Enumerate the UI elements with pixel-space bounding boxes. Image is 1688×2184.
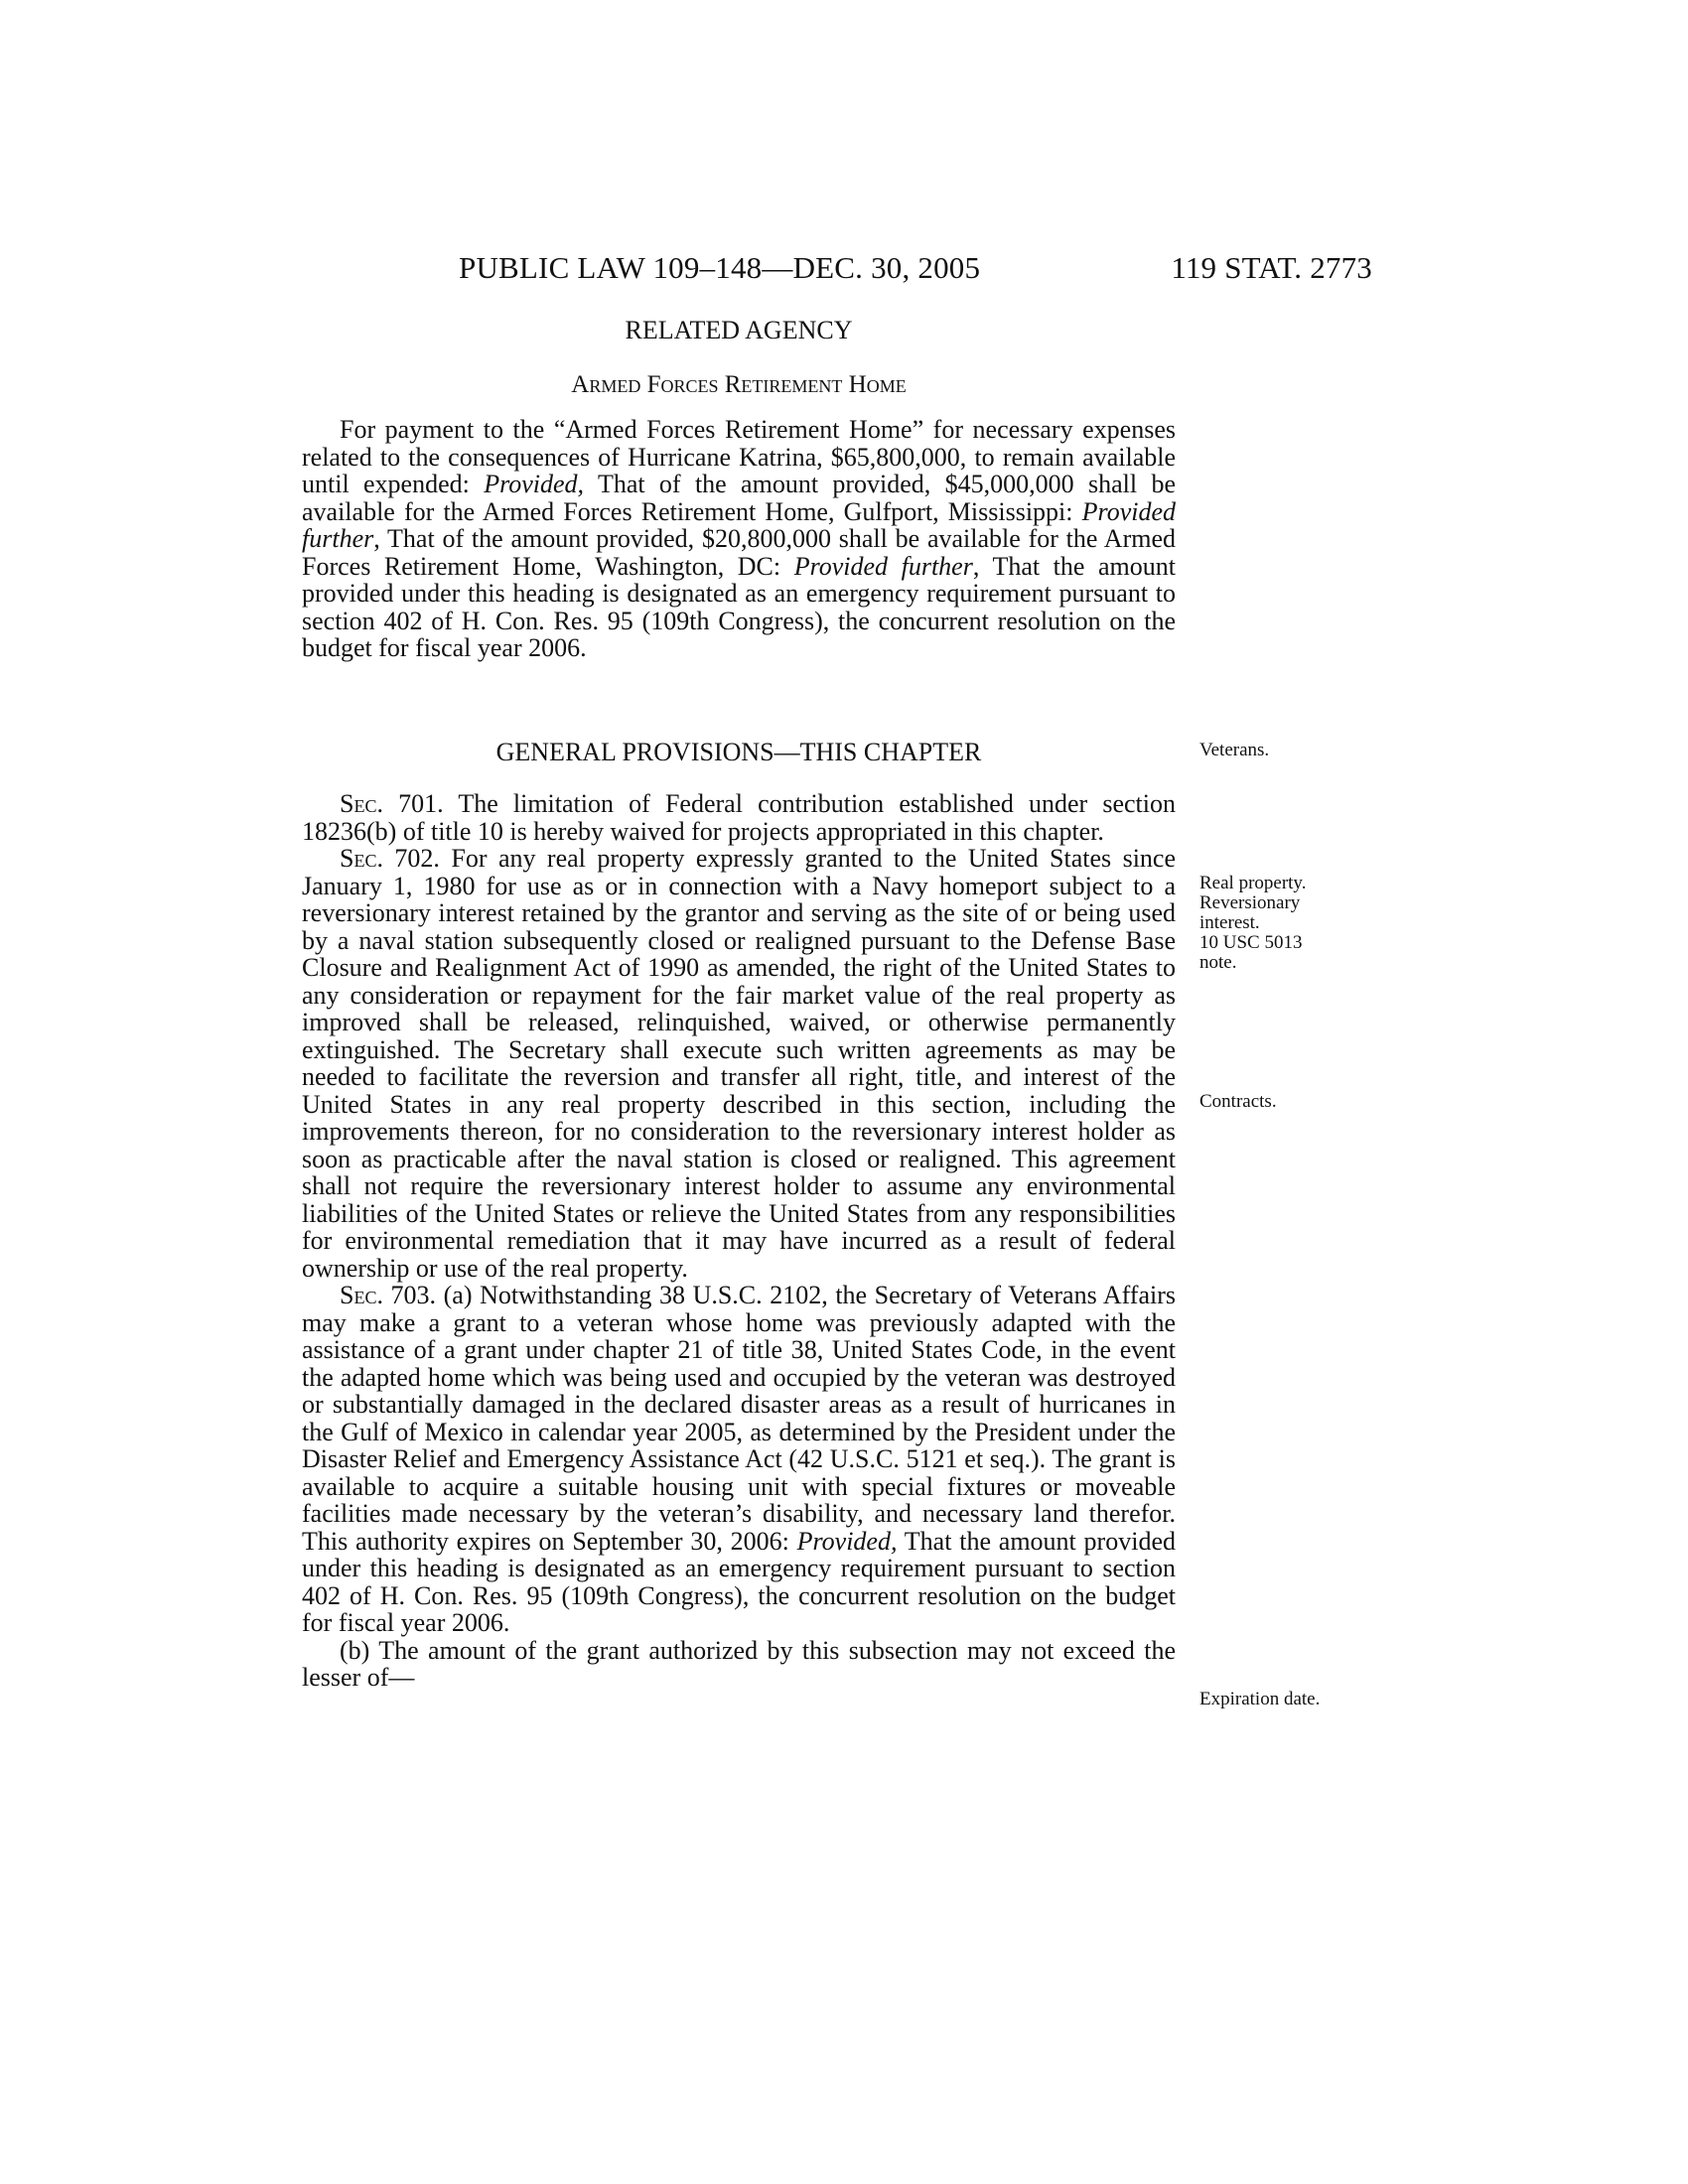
section-number: . 701. <box>376 789 459 818</box>
provided-further-proviso: Provided further <box>793 551 973 581</box>
statute-page-number: 119 STAT. 2773 <box>1171 250 1372 285</box>
provided-proviso: Provided, <box>796 1526 898 1556</box>
margin-note-expiration-date: Expiration date. <box>1199 1689 1321 1709</box>
appropriation-paragraph <box>302 416 1176 662</box>
public-law-citation: PUBLIC LAW 109–148—DEC. 30, 2005 <box>459 250 981 285</box>
margin-note-real-property: Real property. <box>1199 873 1307 893</box>
provided-further-proviso: Provided further <box>302 496 1176 553</box>
section-text: (b) The amount of the grant authorized by this subsection may not exceed the lesser of— <box>302 1635 1176 1692</box>
running-head <box>459 250 1372 290</box>
section-text: That the amount provided under this heading is designated as an emergency requirement pursuant to section 402 of H. Con. Res. 95 (109th Congress), the concurrent resolution on the budget for fiscal year 2006. <box>302 1526 1176 1637</box>
section-text: The limitation of Federal contribution established under section 18236(b) of title 10 is hereby waived for projects appropriated in this chapter. <box>302 789 1176 846</box>
section-number: . 703. <box>376 1281 444 1309</box>
section-703-b <box>302 1637 1176 1692</box>
section-number: . 702. <box>376 844 452 873</box>
section-label: Sec <box>340 844 377 873</box>
related-agency-body <box>302 416 1176 662</box>
general-provisions-heading: GENERAL PROVISIONS—THIS CHAPTER <box>495 738 982 766</box>
text-run: , That the amount provided under this heading is designated as an emergency requirement pursuant to section 402 of H. Con. Res. 95 (109th Congress), the concurrent resolution on the budget for fiscal year 2006. <box>302 551 1176 662</box>
text-run: That of the amount provided, $45,000,000 shall be available for the Armed Forces Retirement Home, Gulfport, Mississippi: <box>302 470 1177 526</box>
related-agency-heading: RELATED AGENCY <box>625 316 853 344</box>
armed-forces-retirement-home-heading: Armed Forces Retirement Home <box>571 371 907 398</box>
margin-note-usc-citation: 10 USC 5013 note. <box>1199 932 1303 973</box>
text-run: , That of the amount provided, $20,800,000 shall be available for the Armed Forces Retirement Home, Washington, DC: <box>302 524 1176 581</box>
margin-note-veterans: Veterans. <box>1199 740 1270 760</box>
margin-note-reversionary-interest: Reversionary interest. <box>1199 892 1301 933</box>
section-703-a <box>302 1282 1176 1637</box>
section-label: Sec <box>340 1281 377 1309</box>
section-text: For any real property expressly granted to the United States since January 1, 1980 for use as or in connection with a Navy homeport subject to a reversionary interest retained by the grantor and serving as the site of or being used by a naval station subsequently closed or realigned pursuant to the Defense Base Closure and Realignment Act of 1990 as amended, the right of the United States to any consideration or repayment for the fair market value of the real property as improved shall be released, relinquished, waived, or otherwise permanently extinguished. The Secretary shall execute such written agreements as may be needed to facilitate the reversion and transfer all right, title, and interest of the United States in any real property described in this section, including the improvements thereon, for no consideration to the reversionary interest holder as soon as practicable after the naval station is closed or realigned. This agreement shall not require the reversionary interest holder to assume any environmental liabilities of the United States or relieve the United States from any responsibilities for environmental remediation that it may have incurred as a result of federal ownership or use of the real property. <box>302 844 1177 1283</box>
margin-note-contracts: Contracts. <box>1199 1091 1277 1112</box>
section-702 <box>302 845 1176 1282</box>
section-text: (a) Notwithstanding 38 U.S.C. 2102, the Secretary of Veterans Affairs may make a grant to a veteran whose home was previously adapted with the assistance of a grant under chapter 21 of title 38, United States Code, in the event the adapted home which was being used and occupied by the veteran was destroyed or substantially damaged in the declared disaster areas as a result of hurricanes in the Gulf of Mexico in calendar year 2005, as determined by the President under the Disaster Relief and Emergency Assistance Act (42 U.S.C. 5121 et seq.). The grant is available to acquire a suitable housing unit with special fixtures or moveable facilities made necessary by the veteran’s disability, and necessary land therefor. This authority expires on September 30, 2006: <box>302 1281 1177 1556</box>
section-label: Sec <box>340 789 377 818</box>
text-run: For payment to the “Armed Forces Retirement Home” for necessary expenses related to the consequences of Hurricane Katrina, $65,800,000, to remain available until expended: <box>302 415 1176 498</box>
section-701 <box>302 790 1176 845</box>
provided-proviso: Provided, <box>484 470 585 498</box>
general-provisions-body <box>302 790 1176 1692</box>
